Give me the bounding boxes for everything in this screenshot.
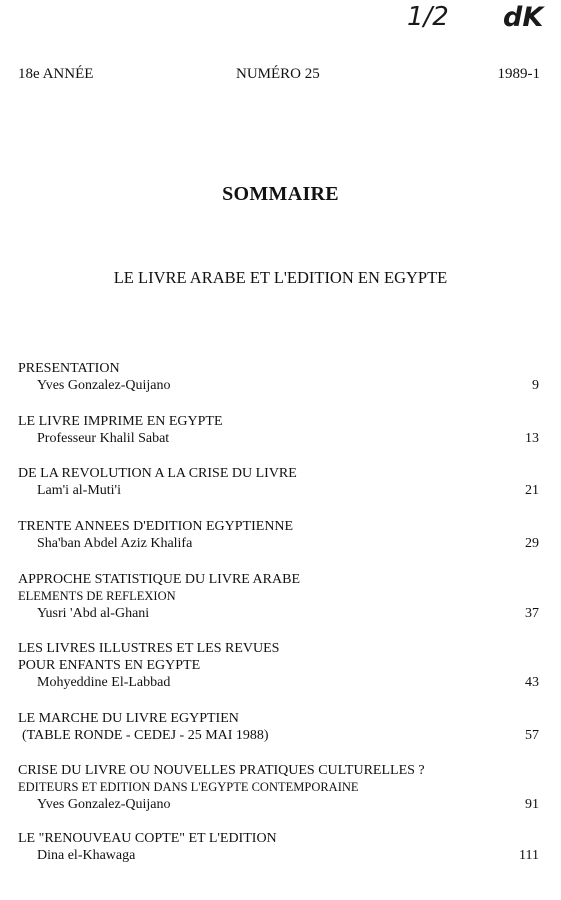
entry-title: TRENTE ANNEES D'EDITION EGYPTIENNE <box>18 519 294 534</box>
toc-entry <box>18 465 539 499</box>
entry-author: Sha'ban Abdel Aziz Khalifa <box>37 536 193 551</box>
entry-author: Yves Gonzalez-Quijano <box>37 797 171 812</box>
toc-entry <box>18 413 539 447</box>
entry-author: Yusri 'Abd al-Ghani <box>37 606 150 621</box>
entry-title: LE LIVRE IMPRIME EN EGYPTE <box>18 414 223 429</box>
entry-subtitle: EDITEURS ET EDITION DANS L'EGYPTE CONTEMPORAINE <box>18 780 359 794</box>
page-title: SOMMAIRE <box>222 183 339 205</box>
entry-page-number: 91 <box>525 797 539 812</box>
toc-entry <box>18 360 539 394</box>
entry-page-number: 21 <box>525 483 539 498</box>
header-issue: NUMÉRO 25 <box>236 66 320 82</box>
entry-author: Lam'i al-Muti'i <box>37 483 121 498</box>
entry-page-number: 57 <box>525 728 539 743</box>
entry-page-number: 43 <box>525 675 539 690</box>
entry-author: Yves Gonzalez-Quijano <box>37 378 171 393</box>
toc-entry <box>18 830 539 864</box>
entry-page-number: 111 <box>519 848 539 863</box>
entry-title-line-2: POUR ENFANTS EN EGYPTE <box>18 658 201 673</box>
entry-author: Dina el-Khawaga <box>37 848 136 863</box>
entry-subtitle: ELEMENTS DE REFLEXION <box>18 589 176 603</box>
toc-entry <box>18 640 539 691</box>
entry-author: Professeur Khalil Sabat <box>37 431 170 446</box>
entry-title: LE "RENOUVEAU COPTE" ET L'EDITION <box>18 831 277 846</box>
toc-entry <box>18 518 539 552</box>
handwritten-mark: dK <box>503 2 544 33</box>
toc-entry <box>18 762 539 813</box>
entry-title: CRISE DU LIVRE OU NOUVELLES PRATIQUES CULTURELLES ? <box>18 763 425 778</box>
entry-title: PRESENTATION <box>18 361 120 376</box>
page-subtitle: LE LIVRE ARABE ET L'EDITION EN EGYPTE <box>113 268 448 287</box>
handwritten-fraction: 1/2 <box>407 2 449 32</box>
toc-entry <box>18 571 539 622</box>
entry-page-number: 13 <box>525 431 539 446</box>
entry-author: Mohyeddine El-Labbad <box>37 675 171 690</box>
entry-note: (TABLE RONDE - CEDEJ - 25 MAI 1988) <box>22 728 269 743</box>
header-year: 18e ANNÉE <box>18 66 94 82</box>
entry-page-number: 37 <box>525 606 539 621</box>
entry-page-number: 29 <box>525 536 539 551</box>
entry-title: DE LA REVOLUTION A LA CRISE DU LIVRE <box>18 466 297 481</box>
entry-title: APPROCHE STATISTIQUE DU LIVRE ARABE <box>18 572 301 587</box>
entry-title: LES LIVRES ILLUSTRES ET LES REVUES <box>18 641 280 656</box>
entry-title: LE MARCHE DU LIVRE EGYPTIEN <box>18 711 239 726</box>
entry-page-number: 9 <box>532 378 539 393</box>
header-date: 1989-1 <box>497 66 540 82</box>
toc-entry <box>18 710 539 744</box>
